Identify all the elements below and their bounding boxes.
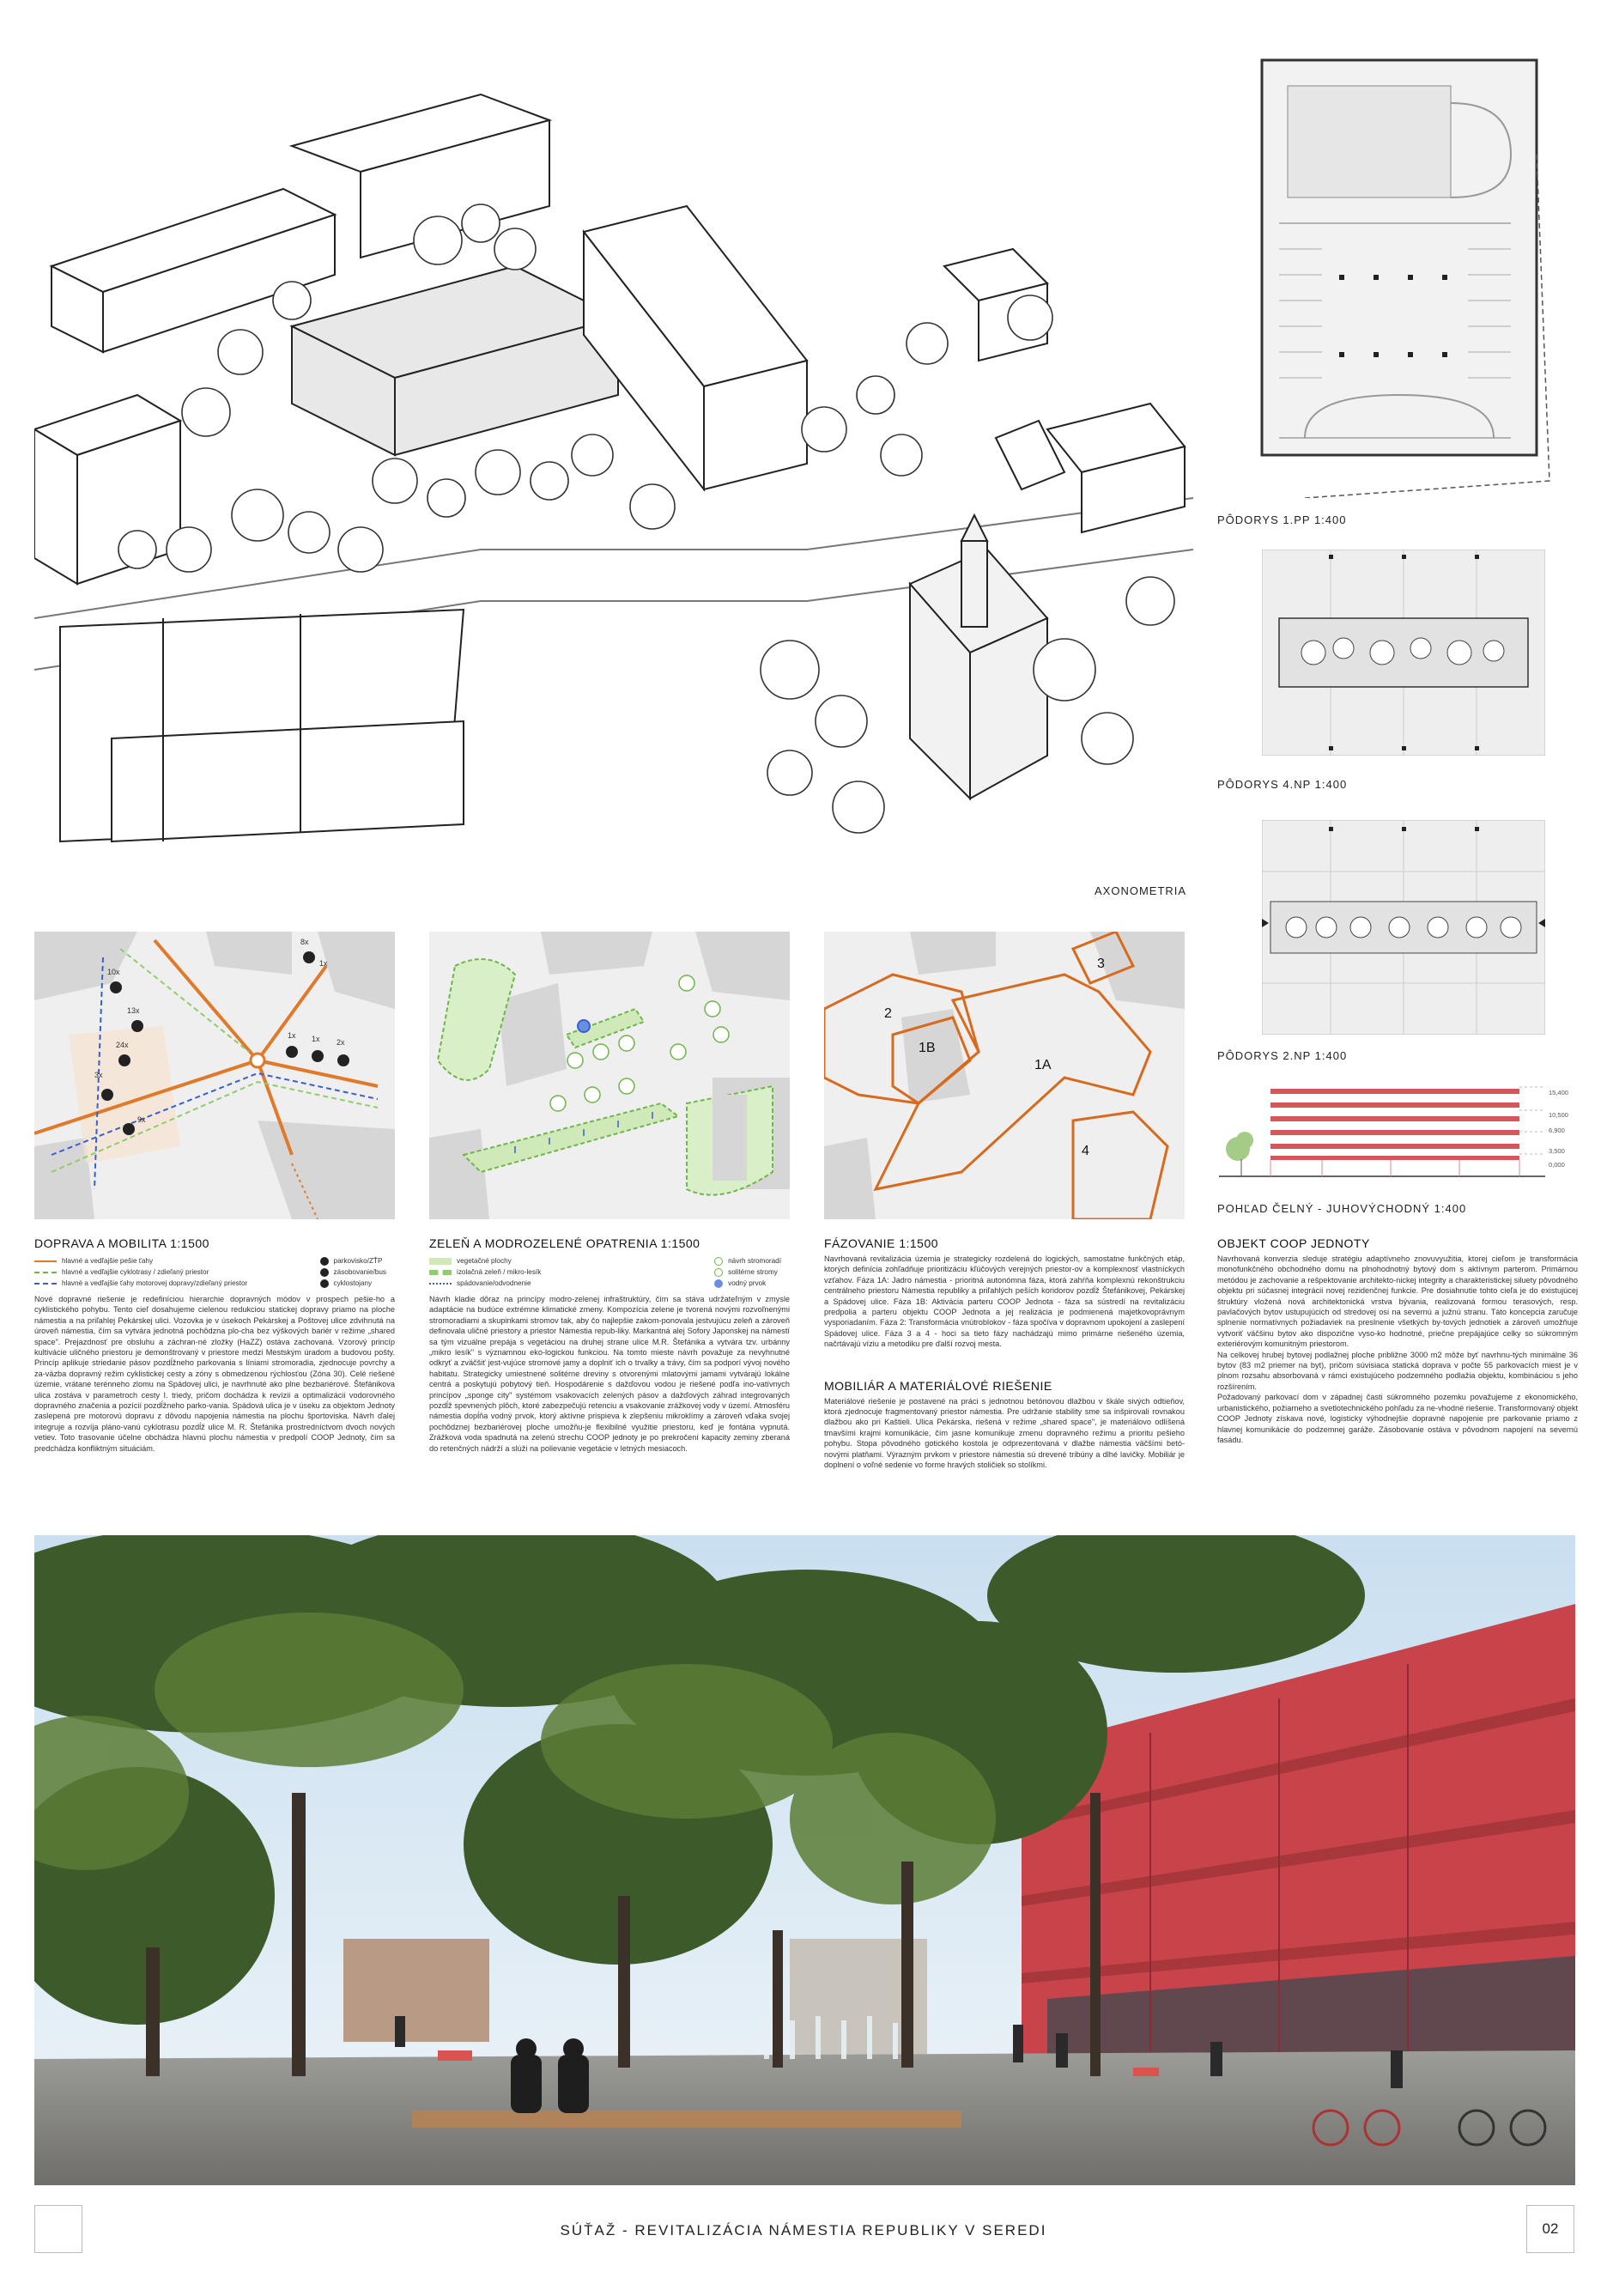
page-number-box: [1526, 2205, 1574, 2253]
dop-label: 2x: [337, 1038, 345, 1047]
section-zelen: [429, 1236, 790, 1454]
zone-label: 4: [1082, 1144, 1089, 1158]
dop-label: 24x: [116, 1041, 129, 1049]
fazovanie-text: Navrhovaná revitalizácia územia je strategicky rozdelená do logických, samostatne funkčných etáp, ktorých definícia zohľadňuje prioritizáciu kľúčových verejných priestor-ov a komplexnosť vlastníckych vzťahov. Fáza 1A: Jadro námestia - prioritná autonómna fáza, ktorá zahŕňa komplexnú rekonštrukciu centrálneho priestoru Námestia republiky a priľahlých peších koridorov pozdĺž Štefánikovej, Pekárskej a Spádovej ulice. Fáza 1B: Aktivácia parteru COOP Jednota - fáza sa sústredí na revitalizáciu predpolia a parteru objektu COOP Jednota a jej realizácia je podmienená majetkovoprávnym vysporiadaním. Fáza 2: Transformácia vnútroblokov - fáza spočíva v dopravnom upokojení a zaslepení Spádovej ulice. Fáza 3 a 4 - hoci sa tieto fázy nachádzajú mimo primárne riešeného územia, načrtávajú víziu a metodiku pre ďalší rozvoj mesta.: [824, 1254, 1185, 1349]
dop-label: 1x: [312, 1035, 320, 1043]
fazovanie-title: FÁZOVANIE 1:1500: [824, 1236, 939, 1250]
legend-label: vodný prvok: [728, 1279, 767, 1287]
doprava-text: Nové dopravné riešenie je redefiníciou hierarchie dopravných módov v prospech pešie-ho a cyklistického pohybu. Tento cieľ dosahujeme cielenou redukciou statickej dopravy priamo na ploche námestia a na priľahlej Pekárskej ulici. Vozovka je v úsekoch Pekárskej a Poštovej ulice zdvihnutá na úroveň námestia, čím sa vytvára jednotná pochôdzna plo-cha bez výškových bariér v režime „shared space". Prejazdnosť pre obsluhu a záchran-né zložky (HaZZ) ostáva zachovaná. Vzorový princíp kultivácie uličného priestoru je demonštrovaný v priestore medzi Mestským úradom a budovou pošty. Princíp aplikuje striedanie pásov pozdĺžneho parkovania s líniami stromoradia, zjednocuje povrchy a za-väzba dopravný režim cyklistickej cesty a zóny s obmedzenou rýchlosťou (Zóna 30). Celé riešené územie, vrátane terénneho zlomu na Spádovej ulici, je navrhnuté ako plne bezbariérové. Štefánikova ulica zostáva v parametroch cesty I. triedy, pričom dochádza k revízii a optimalizácii vodorovného dopravného značenia a pozícií pozdĺžneho parko-vania. Spádová ulica je v úseku za objektom Jednoty zaslepená pre motorovú dopravu z dôvodu napojenia námestia na plochu športoviska. Návrh ďalej integruje a rozvíja pláno-vanú cyklotrasu pozdĺž ulice M. R. Štefánika prostredníctvom dvoch nových vetiev. Toto trasovanie účelne obchádza hlavnú plochu námestia v predpolí COOP Jednoty, čím sa predchádza konfliktným situáciám.: [34, 1295, 395, 1453]
level-label: 15,400: [1549, 1089, 1568, 1096]
plan-2np-svg: [1262, 820, 1545, 1035]
diagram-doprava: [34, 932, 395, 1219]
legend-label: návrh stromoradí: [728, 1256, 781, 1265]
visualization-render: [34, 1535, 1575, 2185]
legend-label: parkovisko/ZŤP: [333, 1256, 383, 1265]
plan-2np-caption: PÔDORYS 2.NP 1:400: [1217, 1049, 1348, 1062]
legend-label: izolačná zeleň / mikro-lesík: [457, 1267, 542, 1276]
legend-label: hlavné a vedľajšie ťahy motorovej dopravy/zdieľaný priestor: [62, 1279, 248, 1287]
zelen-text: Návrh kladie dôraz na princípy modro-zelenej infraštruktúry, čím sa stáva udržateľným v zmysle adaptácie na budúce extrémne klimatické zmeny. Kompozícia zelene je tvorená novými rozvoľnenými stromoradiami a skupinkami stromov tak, aby čo najlepšie zakom-ponovala jestvujúcu zeleň a zároveň definovala uličné priestory a priestor Námestia repub-liky. Markantná alej Sofory Japonskej na námestí sa tým vizuálne prepája s vegetáciou na druhej strane ulice M.R. Štefánika a vytvára tzv. urbánny „mikro lesík" s významnou eko-logickou funkciou. Na tomto mieste návrh považuje za nevyhnutné odkryť a zväčšiť jest-vujúce stromové jamy a doplniť ich o trvalky a trávy, čím sa podporí vývoj nového habitatu. Strategicky umiestnené solitérne dreviny s otvorenými mlatovými jamami vytvárajú lokálne centrá a poskytujú pobytový tieň. Hospodárenie s dažďovou vodou je riešené podľa ino-vatívnych princípov „sponge city" systémom vsakovacích zelených pásov a dažďových záhrad integrovaných pozdĺž spevnených plôch, ktoré zabezpečujú retenciu a vsakovanie zrážkovej vody v území. Atmosféru námestia dopĺňa vodný prvok, ktorý aktívne prispieva k zlepšeniu mikroklímy a zároveň vďaka svojej pochôdznej bezbariérovej ploche umožňu-je flexibilné využitie priestoru, keď je fontána vypnutá. Zrážková voda spadnutá na zelenú strechu COOP jednoty je po prekročení kapacity zeminy zberaná do retenčných nádrží a slúži na polievanie vegetácie v letných mesiacoch.: [429, 1295, 790, 1453]
zone-label: 1B: [919, 1041, 936, 1055]
section-doprava: [34, 1236, 395, 1454]
water-icon: [714, 1279, 723, 1288]
zone-label: 2: [884, 1006, 892, 1021]
legend-label: spádovanie/odvodnenie: [457, 1279, 531, 1287]
footer-title: SÚŤAŽ - REVITALIZÁCIA NÁMESTIA REPUBLIKY V SEREDI: [560, 2222, 1047, 2238]
dop-label: 9x: [137, 1115, 146, 1124]
plan-1pp-caption: PÔDORYS 1.PP 1:400: [1217, 513, 1347, 526]
coop-title: OBJEKT COOP JEDNOTY: [1217, 1236, 1370, 1250]
legend-swatch: [429, 1270, 452, 1275]
axonometry-caption: AXONOMETRIA: [1095, 884, 1187, 897]
parking-icon: [320, 1257, 329, 1266]
level-label: 0,000: [1549, 1161, 1565, 1169]
dop-label: 8x: [300, 938, 309, 946]
diagram-fazovanie-svg: [824, 932, 1185, 1219]
section-coop: [1217, 1236, 1578, 1445]
diagram-fazovanie: [824, 932, 1185, 1219]
elevation-levels: [1549, 1082, 1568, 1176]
level-label: 6,900: [1549, 1127, 1565, 1134]
legend-swatch: [34, 1283, 57, 1285]
dop-label: 3x: [94, 1071, 103, 1079]
plan-4np-svg: [1262, 550, 1545, 756]
legend-swatch: [429, 1283, 452, 1285]
coop-text-1: Navrhovaná konverzia sleduje stratégiu adaptívneho znovuvyužitia, ktorej cieľom je transformácia monofunkčného obchodného domu na plnohodnotný bytový dom s aktívnym parterom. Primárnou metódou je zachovanie a rešpektovanie architekto-nickej integrity a charakteristickej siluety pôvodného objektu pri súčasnej integrácii novej rezidenčnej funkcie. Pre dosiahnutie tohto cieľa je do existujúcej štruktúry vložená nová architektonická vrstva bývania, realizovaná formou terasových, resp. pavlačových bytov ustupujúcich od stredovej osi na severnú a južnú stranu. Táto koncepcia zaručuje splnenie normatívnych požiadaviek na preslnenie všetkých by-tových jednotiek a zároveň umožňuje vytvoriť väčšinu bytov ako dispozične vyso-ko hodnotné, priečne prepájajúce celky so súkromným exteriérovým komunitným priestorom.: [1217, 1254, 1578, 1349]
elevation-caption: POHĽAD ČELNÝ - JUHOVÝCHODNÝ 1:400: [1217, 1202, 1467, 1215]
mobiliar-text: Materiálové riešenie je postavené na práci s jednotnou betónovou dlažbou v škále sivých odtieňov, ktorá zjednocuje fragmentovaný priestor námestia. Pre udržanie stability sme sa inšpirovali rovnakou dlažbou ako pri Kaštieli. Ulica Pekárska, riešená v režime „shared space", je materiálovo odlíšená tmavšími krajmi komunikácie, čím jasne komunikuje zmenu dopravného režimu a prioritu pešieho pohybu. Stopa pôvodného gotického kostola je odprezentovaná v dlažbe námestia väčšími betó-novými platňami. Výrazným prvkom v priestore námestia sú drevené tribúny a dlhé lavičky. Mobiliár je doplnení o voľné sedenie vo forme hravých stoličiek so stolíkmi.: [824, 1396, 1185, 1470]
dop-label: 13x: [127, 1006, 140, 1015]
tree-icon: [714, 1268, 723, 1277]
zone-label: 1A: [1034, 1058, 1052, 1072]
diagram-zelen-svg: [429, 932, 790, 1219]
doprava-title: DOPRAVA A MOBILITA 1:1500: [34, 1236, 209, 1250]
legend-swatch: [34, 1260, 57, 1262]
legend-label: hlavné a vedľajšie cyklotrasy / zdieľaný priestor: [62, 1267, 209, 1276]
plan-4np-caption: PÔDORYS 4.NP 1:400: [1217, 778, 1348, 791]
axonometry-svg: [34, 69, 1193, 876]
diagram-zelen: [429, 932, 790, 1219]
legend-label: vegetačné plochy: [457, 1256, 512, 1265]
elevation-drawing: [1219, 1080, 1580, 1183]
axonometry-drawing: [34, 69, 1193, 876]
page-number: 02: [1542, 2220, 1559, 2237]
bus-icon: [320, 1268, 329, 1277]
mobiliar-title: MOBILIÁR A MATERIÁLOVÉ RIEŠENIE: [824, 1378, 1052, 1393]
coop-text-3: Požadovaný parkovací dom v západnej časti súkromného pozemku považujeme z ekonomického, urbanistického, požiarneho a svetlotechnického pohľadu za ne-vhodné riešenie. Transformovaný objekt COOP Jednoty získava nové, logisticky výhodnejšie dopravné napojenie pre parkovanie priamo z hlavnej komunikácie do podzemnej garáže. Zásobovanie ostáva v pôvodnom napojení na severnú fasádu.: [1217, 1393, 1578, 1444]
diagram-doprava-svg: [34, 932, 395, 1219]
zelen-title: ZELEŇ A MODROZELENÉ OPATRENIA 1:1500: [429, 1236, 700, 1250]
zone-label: 3: [1097, 957, 1105, 971]
dop-label: 1x: [288, 1031, 296, 1040]
zelen-legend: [429, 1255, 790, 1289]
plan-1pp-svg: [1253, 52, 1554, 498]
section-fazovanie: [824, 1236, 1185, 1471]
legend-label: zásobovanie/bus: [333, 1267, 386, 1276]
bicycle-icon: [320, 1279, 329, 1288]
legend-label: hlavné a vedľajšie pešie ťahy: [62, 1256, 154, 1265]
plan-4np: [1262, 550, 1545, 756]
level-label: 3,500: [1549, 1147, 1565, 1155]
dop-label: 10x: [107, 968, 120, 976]
dop-label: 1x: [319, 959, 328, 968]
level-label: 10,500: [1549, 1111, 1568, 1119]
legend-swatch: [34, 1272, 57, 1273]
render-svg: [34, 1535, 1575, 2185]
elevation-svg: [1219, 1080, 1580, 1183]
legend-label: cyklostojany: [333, 1279, 373, 1287]
plan-2np: [1262, 820, 1545, 1035]
coop-text-2: Na celkovej hrubej bytovej podlažnej ploche približne 3000 m2 môže byť navrhnu-tých minimálne 36 bytov (83 m2 priemer na byt), pričom súvisiaca statická doprava v počte 55 parkovacích miest je v plnom rozsahu absorbovaná v rámci existujúceho podzemného podlažia objektu, kombináciou s jeho rozšírením.: [1217, 1350, 1578, 1391]
doprava-legend: [34, 1255, 395, 1289]
legend-swatch: [429, 1258, 452, 1265]
legend-label: solitérne stromy: [728, 1267, 778, 1276]
plan-1pp: [1253, 52, 1554, 498]
tree-row-icon: [714, 1257, 723, 1266]
